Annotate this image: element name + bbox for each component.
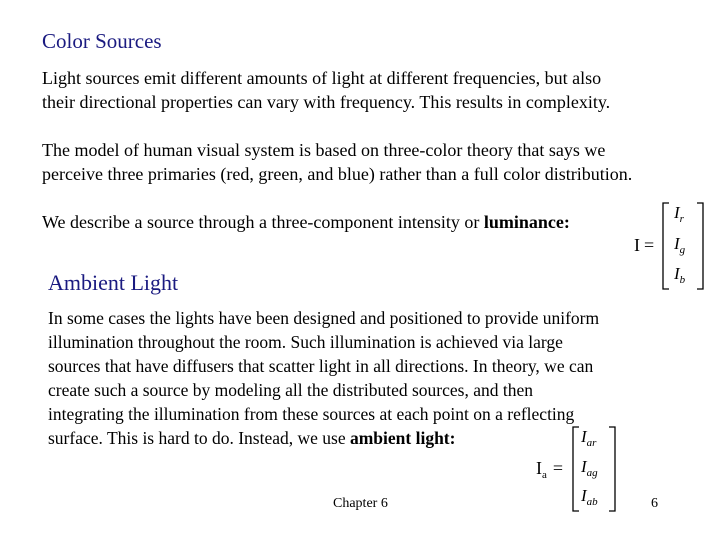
matrix-entry: $I_r$ <box>674 203 684 225</box>
text-line: integrating the illumination from these sources at each point on a reflecting <box>48 404 575 424</box>
section-title-color-sources: Color Sources <box>42 29 162 53</box>
text-line: The model of human visual system is based on three-color theory that says we <box>42 140 606 160</box>
paragraph-visual-system <box>42 138 632 186</box>
text-line: create such a source by modeling all the distributed sources, and then <box>48 380 533 400</box>
equation-lhs: I <box>634 235 640 255</box>
paragraph-ambient-light <box>48 306 599 450</box>
text-line: perceive three primaries (red, green, and blue) rather than a full color distribution. <box>42 164 633 184</box>
equation-equals: = <box>552 458 564 478</box>
ambient-equation <box>536 424 618 514</box>
paragraph-light-sources <box>42 66 610 114</box>
luminance-term: luminance: <box>483 212 570 232</box>
luminance-text: We describe a source through a three-component intensity or <box>42 212 484 232</box>
footer-chapter: Chapter 6 <box>333 496 388 511</box>
footer-page-number: 6 <box>651 496 658 511</box>
section-title-ambient-light: Ambient Light <box>48 270 179 295</box>
text-line: illumination throughout the room. Such illumination is achieved via large <box>48 332 563 352</box>
text-line: surface. This is hard to do. Instead, we use ambient light: <box>48 428 456 448</box>
paragraph-luminance <box>42 210 570 234</box>
text-line: Light sources emit different amounts of light at different frequencies, but also <box>42 68 602 88</box>
text-line: In some cases the lights have been designed and positioned to provide uniform <box>48 308 600 328</box>
matrix-entry: $I_b$ <box>674 264 686 286</box>
ambient-light-term: ambient light: <box>349 428 456 448</box>
text-line: sources that have diffusers that scatter light in all directions. In theory, we can <box>48 356 594 376</box>
equation-equals: = <box>644 235 655 255</box>
matrix-entry: $I_{ag}$ <box>581 457 598 479</box>
matrix-entry: $I_{ab}$ <box>581 486 598 508</box>
matrix-entry: $I_g$ <box>674 234 686 256</box>
text-line: their directional properties can vary with frequency. This results in complexity. <box>42 92 611 112</box>
luminance-equation <box>634 200 706 292</box>
matrix-entry: $I_{ar}$ <box>581 427 597 449</box>
equation-lhs: I <box>536 458 542 478</box>
equation-lhs-sub: a <box>542 469 547 481</box>
